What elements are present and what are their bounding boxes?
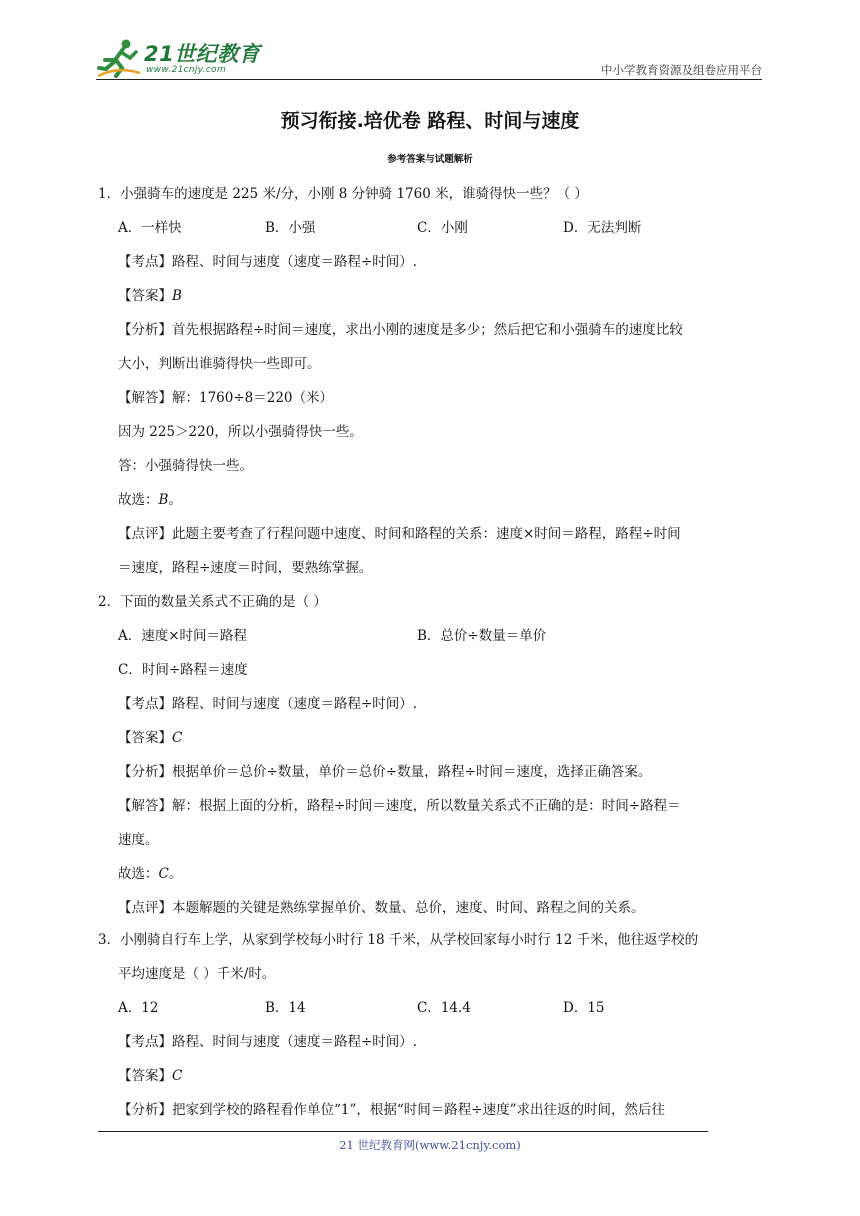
answer-value: C [172,730,183,746]
q3-option-d: D．15 [563,1000,605,1016]
q1-choice [118,491,182,509]
q3-option-a: A．12 [118,1000,159,1016]
answer-value: B [172,288,182,304]
answer-label: 【答案】 [118,1068,172,1084]
q2-solution-line-1: 【解答】解：根据上面的分析，路程÷时间＝速度，所以数量关系式不正确的是：时间÷路程＝ [118,798,681,814]
page-footer: 21 世纪教育网(www.21cnjy.com) [339,1138,521,1152]
logo-url: www.21cnjy.com [146,65,226,75]
q2-option-b: B．总价÷数量＝单价 [417,628,547,644]
q3-option-b: B．14 [265,1000,306,1016]
q1-analysis-line-2: 大小，判断出谁骑得快一些即可。 [118,356,321,372]
page-subtitle: 参考答案与试题解析 [387,154,473,165]
q2-option-c: C．时间÷路程＝速度 [118,662,248,678]
q1-solution-line-2: 因为 225＞220，所以小强骑得快一些。 [118,424,363,440]
q1-solution-line-1: 【解答】解：1760÷8＝220（米） [118,390,334,406]
q2-analysis: 【分析】根据单价＝总价÷数量，单价＝总价÷数量，路程÷时间＝速度，选择正确答案。 [118,764,652,780]
answer-label: 【答案】 [118,288,172,304]
q1-comment-line-2: ＝速度，路程÷速度＝时间，要熟练掌握。 [118,560,373,576]
page-header [96,36,762,80]
q1-option-b: B．小强 [265,220,316,236]
q3-analysis-line-1: 【分析】把家到学校的路程看作单位“1”，根据“时间＝路程÷速度”求出往返的时间，然后往 [118,1102,666,1118]
q2-solution-line-2: 速度。 [118,832,159,848]
q1-solution-line-3: 答：小强骑得快一些。 [118,458,253,474]
choice-value: B [158,492,169,508]
q2-option-a: A．速度×时间＝路程 [118,628,248,644]
q1-analysis-line-1: 【分析】首先根据路程÷时间＝速度，求出小刚的速度是多少；然后把它和小强骑车的速度比较 [118,322,683,338]
answer-value: C [172,1068,183,1084]
q1-option-c: C．小刚 [417,220,468,236]
choice-label: 故选： [118,866,159,882]
site-logo [96,36,286,80]
choice-end: 。 [168,866,183,882]
q1-option-d: D．无法判断 [563,220,642,236]
q2-kaodian: 【考点】路程、时间与速度（速度＝路程÷时间）. [118,696,418,712]
logo-text: 21世纪教育 [144,42,261,66]
q3-stem-line-2: 平均速度是（ ）千米/时。 [118,966,276,982]
q3-kaodian: 【考点】路程、时间与速度（速度＝路程÷时间）. [118,1034,418,1050]
choice-value: C [158,866,169,882]
q1-kaodian: 【考点】路程、时间与速度（速度＝路程÷时间）. [118,254,418,270]
q2-choice [118,865,182,883]
q2-answer [118,729,182,747]
platform-name: 中小学教育资源及组卷应用平台 [601,63,762,77]
choice-label: 故选： [118,492,159,508]
choice-end: 。 [168,492,182,508]
header-divider [96,79,762,80]
q2-stem: 2．下面的数量关系式不正确的是（ ） [98,594,327,610]
page-title: 预习衔接.培优卷 路程、时间与速度 [280,110,580,132]
q2-comment: 【点评】本题解题的关键是熟练掌握单价、数量、总价，速度、时间、路程之间的关系。 [118,900,645,916]
q3-answer [118,1067,182,1085]
answer-label: 【答案】 [118,730,172,746]
q1-comment-line-1: 【点评】此题主要考查了行程问题中速度、时间和路程的关系：速度×时间＝路程，路程÷时间 [118,526,681,542]
q3-option-c: C．14.4 [417,1000,471,1016]
q3-stem-line-1: 3．小刚骑自行车上学，从家到学校每小时行 18 千米，从学校回家每小时行 12 千米，他往返学校的 [98,932,699,948]
q1-stem: 1．小强骑车的速度是 225 米/分，小刚 8 分钟骑 1760 米，谁骑得快一些？（ ） [98,186,588,202]
footer-divider [98,1131,708,1132]
q1-answer [118,287,182,305]
q1-option-a: A．一样快 [118,220,182,236]
runner-icon [96,38,142,78]
